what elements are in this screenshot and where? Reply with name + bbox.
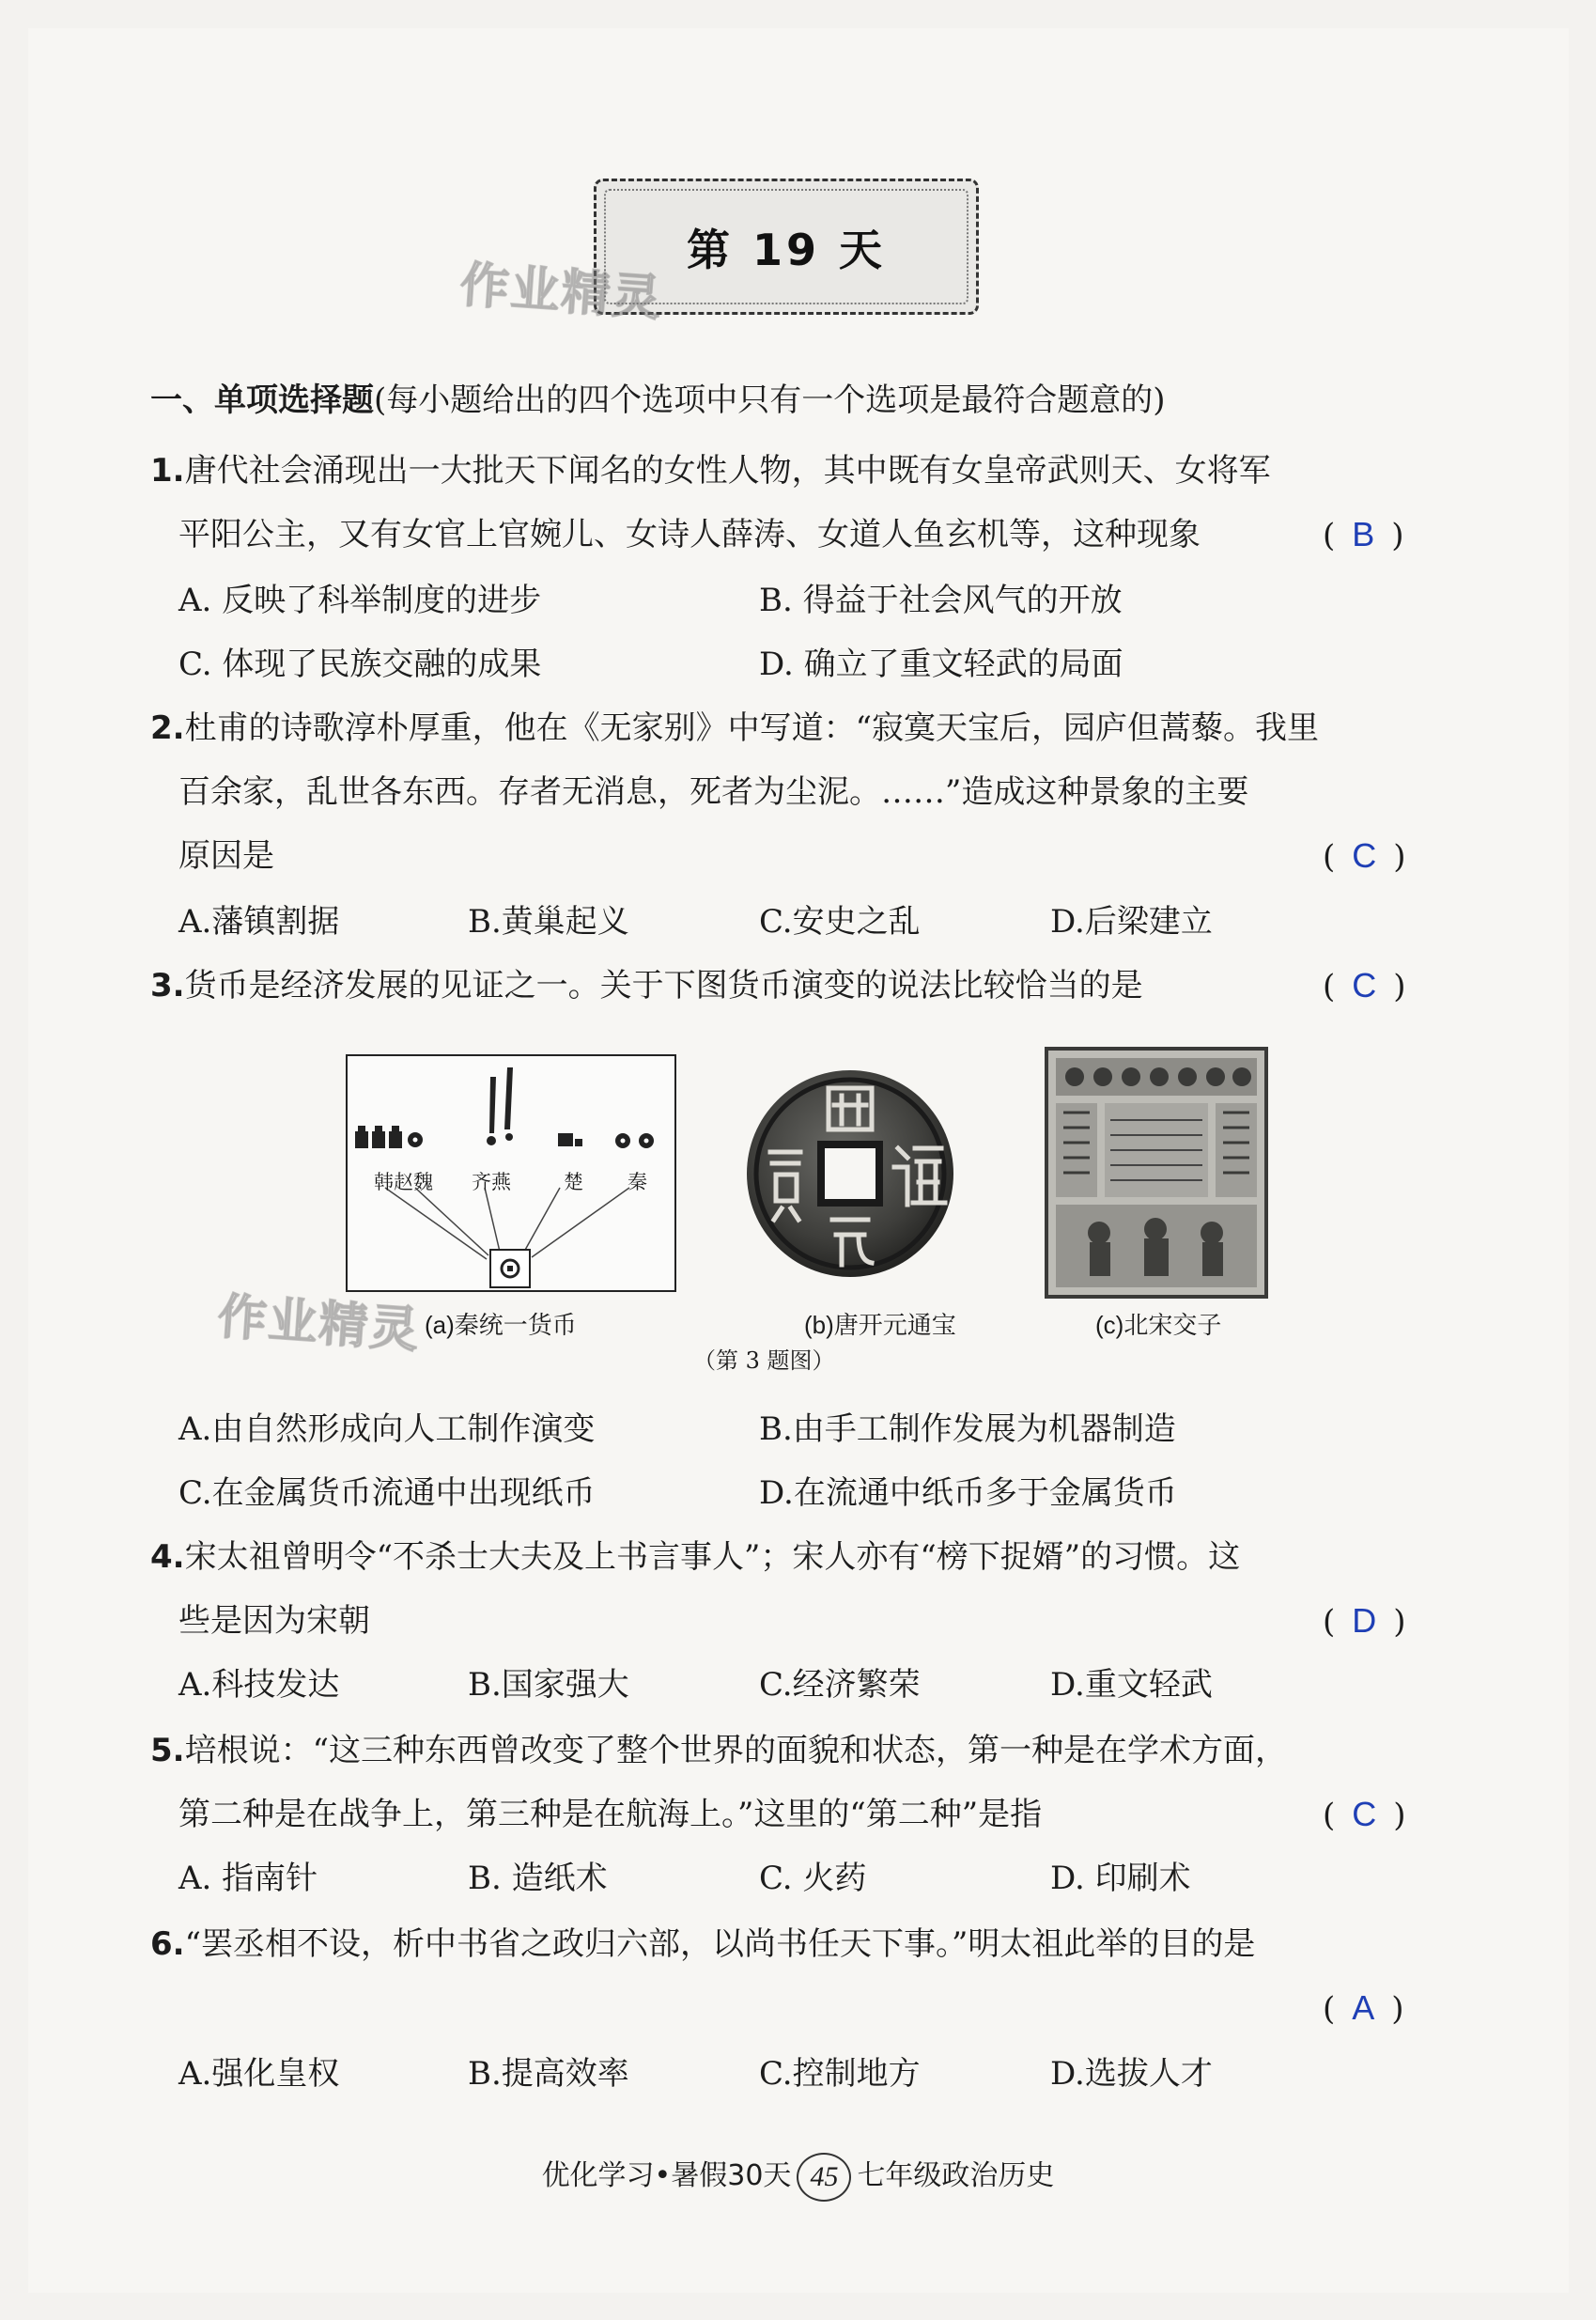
q4-option-b: B.国家强大 <box>468 1666 629 1704</box>
q2-option-d: D.后梁建立 <box>1050 903 1213 941</box>
q1-option-a: A. 反映了科举制度的进步 <box>178 582 542 619</box>
q4-answer: ( D ) <box>1323 1601 1406 1641</box>
q2-answer: ( C ) <box>1323 836 1406 876</box>
q4-option-d: D.重文轻武 <box>1050 1666 1213 1704</box>
q6-option-c: C.控制地方 <box>759 2055 921 2093</box>
footer-book-title: 优化学习•暑假30天 <box>541 2159 792 2192</box>
page-number: 45 <box>797 2153 851 2202</box>
q5-answer: ( C ) <box>1323 1795 1406 1834</box>
figure-qin-currency <box>346 1054 676 1292</box>
jiaozi-banknote-icon <box>1043 1045 1270 1300</box>
kaiyuan-coin-icon <box>744 1051 956 1297</box>
q1-answer: ( B ) <box>1323 515 1404 554</box>
q6-option-d: D.选拔人才 <box>1050 2055 1213 2093</box>
footer-subject: 七年级政治历史 <box>857 2159 1055 2192</box>
q5-option-d: D. 印刷术 <box>1050 1860 1191 1897</box>
q3-answer: ( C ) <box>1323 966 1406 1005</box>
watermark-logo: 作业精灵 <box>457 257 665 328</box>
q2-line-2: 百余家，乱世各东西。存者无消息，死者为尘泥。……”造成这种景象的主要 <box>178 773 1249 811</box>
q5-line-2: 第二种是在战争上，第三种是在航海上。”这里的“第二种”是指 <box>178 1796 1043 1833</box>
q4-line-1: 4.宋太祖曾明令“不杀士大夫及上书言事人”；宋人亦有“榜下捉婿”的习惯。这 <box>150 1538 1241 1576</box>
q5-option-a: A. 指南针 <box>178 1860 318 1897</box>
q5-line-1: 5.培根说：“这三种东西曾改变了整个世界的面貌和状态，第一种是在学术方面， <box>150 1732 1287 1769</box>
q2-option-a: A.藩镇割据 <box>178 903 340 941</box>
coin-label-qin: 秦 <box>628 1171 647 1193</box>
q1-line-1: 1.唐代社会涌现出一大批天下闻名的女性人物，其中既有女皇帝武则天、女将军 <box>150 452 1271 490</box>
q2-option-b: B.黄巢起义 <box>468 903 629 941</box>
section-heading: 一、单项选择题(每小题给出的四个选项中只有一个选项是最符合题意的) <box>150 381 1166 419</box>
caption-a: (a)秦统一货币 <box>425 1311 577 1339</box>
q1-option-d: D. 确立了重文轻武的局面 <box>759 646 1123 683</box>
coin-label-qiyan: 齐燕 <box>472 1171 511 1193</box>
q6-answer: ( A ) <box>1323 1988 1404 2028</box>
q3-line-1: 3.货币是经济发展的见证之一。关于下图货币演变的说法比较恰当的是 <box>150 967 1143 1004</box>
caption-c: (c)北宋交子 <box>1095 1311 1222 1339</box>
q2-line-1: 2.杜甫的诗歌淳朴厚重，他在《无家别》中写道：“寂寞天宝后，园庐但蒿藜。我里 <box>150 709 1319 747</box>
q1-option-c: C. 体现了民族交融的成果 <box>178 646 542 683</box>
q5-option-b: B. 造纸术 <box>468 1860 608 1897</box>
q2-option-c: C.安史之乱 <box>759 903 921 941</box>
coin-label-chu: 楚 <box>564 1171 583 1193</box>
q3-option-d: D.在流通中纸币多于金属货币 <box>759 1474 1177 1512</box>
q6-option-a: A.强化皇权 <box>178 2055 340 2093</box>
q2-line-3: 原因是 <box>178 837 274 875</box>
watermark-logo-2: 作业精灵 <box>215 1288 423 1360</box>
q1-option-b: B. 得益于社会风气的开放 <box>759 582 1123 619</box>
q4-option-a: A.科技发达 <box>178 1666 340 1704</box>
q5-option-c: C. 火药 <box>759 1860 867 1897</box>
q4-option-c: C.经济繁荣 <box>759 1666 921 1704</box>
coin-label-hanzhaowei: 韩赵魏 <box>374 1171 433 1193</box>
q1-line-2: 平阳公主，又有女官上官婉儿、女诗人薛涛、女道人鱼玄机等，这种现象 <box>178 516 1201 553</box>
figure-caption: （第 3 题图） <box>693 1347 835 1374</box>
q3-option-a: A.由自然形成向人工制作演变 <box>178 1410 596 1448</box>
q3-option-b: B.由手工制作发展为机器制造 <box>759 1410 1176 1448</box>
page-footer <box>0 2152 1596 2202</box>
caption-b: (b)唐开元通宝 <box>804 1311 956 1339</box>
q3-option-c: C.在金属货币流通中出现纸币 <box>178 1474 596 1512</box>
q6-option-b: B.提高效率 <box>468 2055 629 2093</box>
q4-line-2: 些是因为宋朝 <box>178 1602 370 1640</box>
day-title: 第 19 天 <box>686 224 887 275</box>
q6-line-1: 6.“罢丞相不设，析中书省之政归六部，以尚书任天下事。”明太祖此举的目的是 <box>150 1925 1256 1963</box>
